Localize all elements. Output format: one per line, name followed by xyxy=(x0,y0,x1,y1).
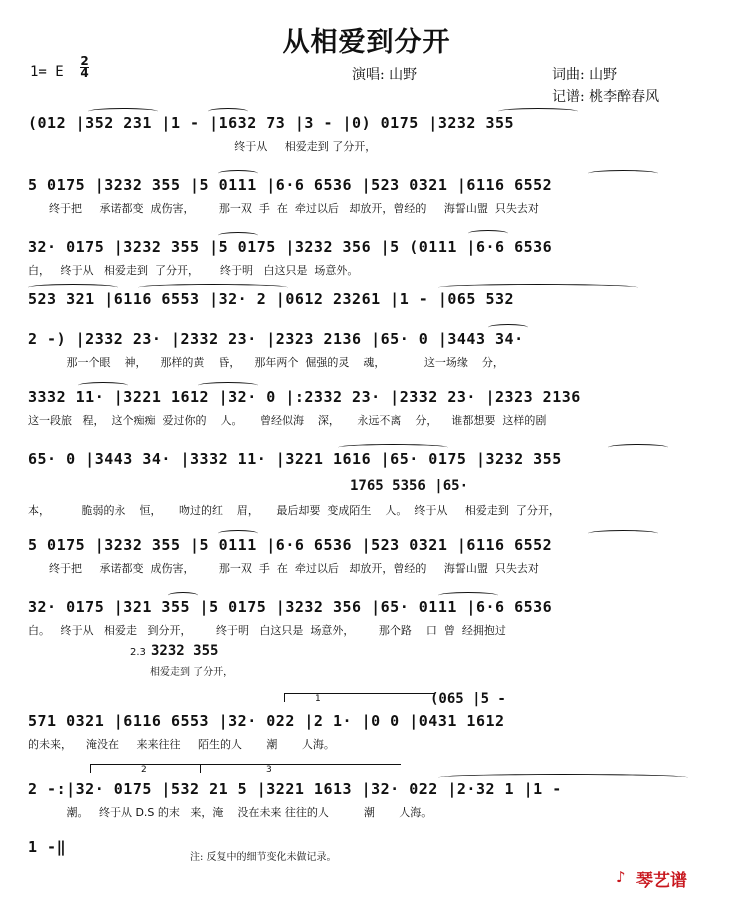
notation-line: 5 0175 |3232 355 |5 0111 |6·6 6536 |523 0321 |6116 6552 xyxy=(28,176,553,194)
notation-line: 2 -) |2332 23· |2332 23· |2323 2136 |65· 0 |3443 34· xyxy=(28,330,524,348)
volta-1: 1 xyxy=(284,693,435,702)
footnote: 注: 反复中的细节变化未做记录。 xyxy=(190,852,337,863)
alt-lyrics: 相爱走到 了分开， xyxy=(150,667,234,678)
lyric-line: 的未来， 淹没在 来来往往 陌生的人 潮 人海。 xyxy=(28,738,335,751)
notation-line: 2 -:|32· 0175 |532 21 5 |3221 1613 |32· 022 |2·32 1 |1 - xyxy=(28,780,562,798)
notation-line: 3332 11· |3221 1612 |32· 0 |:2332 23· |2332 23· |2323 2136 xyxy=(28,388,581,406)
singer-credit: 演唱: 山野 xyxy=(352,67,418,83)
site-logo[interactable]: 琴艺谱 xyxy=(636,871,687,891)
notation-line: 32· 0175 |321 355 |5 0175 |3232 356 |65· 0111 |6·6 6536 xyxy=(28,598,553,616)
logo-icon: ♪ xyxy=(616,868,626,886)
alt-prefix: 2.3 xyxy=(130,647,146,658)
lyric-line: 潮。 终于从 D.S 的末 来，淹 没在未来 往往的人 潮 人海。 xyxy=(28,806,433,819)
lyric-line xyxy=(28,314,692,330)
notation-line: 1 -‖ xyxy=(28,838,67,856)
notation-line: 32· 0175 |3232 355 |5 0175 |3232 356 |5 (0111 |6·6 6536 xyxy=(28,238,553,256)
lyric-line: 终于把 承诺都变 成伤害， 那一双 手 在 牵过以后 却放开，曾经的 海誓山盟 只失去对 xyxy=(28,562,539,575)
alt-line-2-3 xyxy=(130,640,233,678)
transcriber-credit: 记谱: 桃李醉春风 xyxy=(552,89,660,105)
lyric-line: 本， 脆弱的永 恒， 吻过的红 眉， 最后却要 变成陌生 人。 终于从 相爱走到 了分开， xyxy=(28,504,560,517)
lyric-line: 白。 终于从 相爱走 到分开， 终于明 白这只是 场意外， 那个路 口 曾 经拥抱过 xyxy=(28,624,506,637)
lyric-line: 这一段旅 程， 这个痴痴 爱过你的 人。 曾经似海 深， 永远不离 分， 谁都想要 这样的剧 xyxy=(28,414,547,427)
pre-line xyxy=(430,688,506,707)
lyric-line: 白， 终于从 相爱走到 了分开， 终于明 白这只是 场意外。 xyxy=(28,264,359,277)
pre-notes: (065 |5 - xyxy=(430,691,506,707)
alt-notes: 3232 355 xyxy=(151,643,219,659)
notation-line: 65· 0 |3443 34· |3332 11· |3221 1616 |65· 0175 |3232 355 xyxy=(28,450,562,468)
lyric-line: 那一个眼 神， 那样的黄 昏， 那年两个 倔强的灵 魂， 这一场缘 分， xyxy=(28,356,504,369)
key-signature: 1= E xyxy=(30,64,64,80)
notation-line: 571 0321 |6116 6553 |32· 022 |2 1· |0 0 |0431 1612 xyxy=(28,712,505,730)
volta-2: 2 xyxy=(90,764,241,773)
volta-3: 3 xyxy=(200,764,401,773)
alt-ending-line xyxy=(350,478,468,494)
composer-credit: 词曲: 山野 xyxy=(552,67,618,83)
time-top: 2 xyxy=(80,54,89,68)
song-title: 从相爱到分开 xyxy=(282,27,451,58)
alt-notes: 1765 5356 |65· xyxy=(350,478,469,494)
lyric-line: 终于把 承诺都变 成伤害， 那一双 手 在 牵过以后 却放开，曾经的 海誓山盟 只失去对 xyxy=(28,202,539,215)
time-bottom: 4 xyxy=(80,66,89,80)
time-signature xyxy=(80,56,89,79)
notation-line: 523 321 |6116 6553 |32· 2 |0612 23261 |1 - |065 532 xyxy=(28,290,515,308)
notation-line: 5 0175 |3232 355 |5 0111 |6·6 6536 |523 0321 |6116 6552 xyxy=(28,536,553,554)
notation-line: (012 |352 231 |1 - |1632 73 |3 - |0) 0175 |3232 355 xyxy=(28,114,515,132)
lyric-line: 终于从 相爱走到 了分开， xyxy=(28,140,377,153)
